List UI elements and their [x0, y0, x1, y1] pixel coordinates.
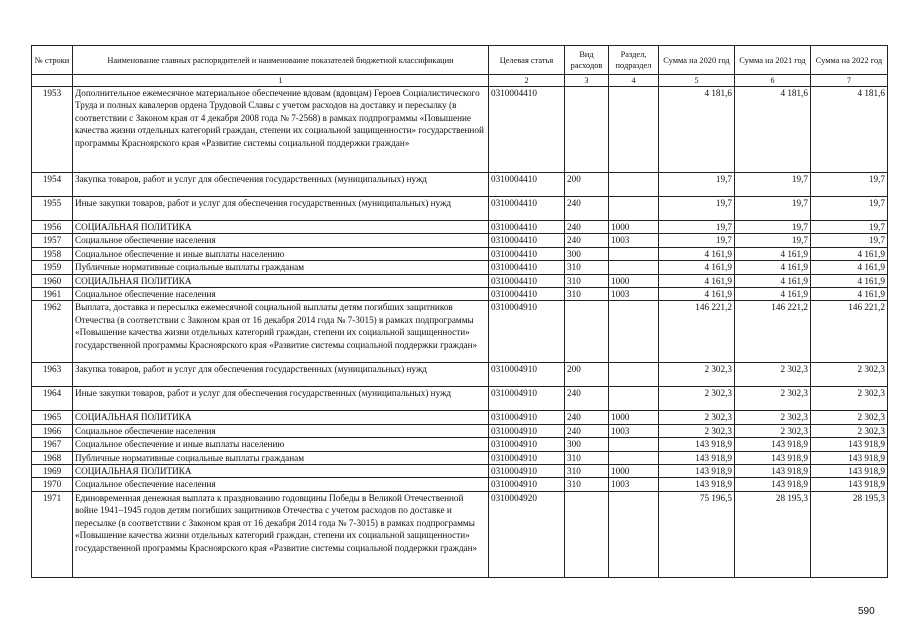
row-expense-type: 240 [565, 234, 609, 247]
row-sum-2021: 2 302,3 [735, 363, 811, 387]
row-target-article: 0310004410 [489, 288, 565, 301]
row-name: Выплата, доставка и пересылка ежемесячной социальной выплаты детям погибших защитников Отечества (в соответствии с Законом края от 16 декабря 2014 года № 7-3015) в рамках подпрограммы «Повышение качества жизни отдельных категорий граждан, степени их социальной защищенности» государственной программы Красноярского края «Развитие системы социальной поддержки граждан» [73, 301, 489, 363]
column-number: 7 [811, 75, 888, 87]
row-target-article: 0310004910 [489, 363, 565, 387]
table-row [32, 197, 888, 221]
row-name: Социальное обеспечение населения [73, 234, 489, 247]
row-number: 1961 [32, 288, 73, 301]
row-number: 1968 [32, 451, 73, 464]
row-sum-2021: 2 302,3 [735, 387, 811, 411]
table-row [32, 288, 888, 301]
row-target-article: 0310004920 [489, 491, 565, 577]
row-expense-type: 310 [565, 274, 609, 287]
page-number: 590 [858, 606, 875, 617]
row-target-article: 0310004910 [489, 387, 565, 411]
row-name: Публичные нормативные социальные выплаты гражданам [73, 261, 489, 274]
row-expense-type [565, 87, 609, 173]
budget-table [31, 45, 888, 578]
row-section: 1003 [609, 234, 659, 247]
table-row [32, 451, 888, 464]
row-sum-2022: 143 918,9 [811, 478, 888, 491]
row-sum-2022: 19,7 [811, 173, 888, 197]
table-header [32, 46, 888, 87]
row-sum-2022: 4 161,9 [811, 288, 888, 301]
row-number: 1953 [32, 87, 73, 173]
table-row [32, 221, 888, 234]
row-sum-2022: 28 195,3 [811, 491, 888, 577]
row-sum-2021: 28 195,3 [735, 491, 811, 577]
row-sum-2021: 143 918,9 [735, 478, 811, 491]
row-name: СОЦИАЛЬНАЯ ПОЛИТИКА [73, 274, 489, 287]
row-sum-2021: 4 161,9 [735, 261, 811, 274]
table-row [32, 387, 888, 411]
row-expense-type: 240 [565, 424, 609, 437]
table-row [32, 87, 888, 173]
row-sum-2021: 2 302,3 [735, 411, 811, 424]
row-number: 1970 [32, 478, 73, 491]
row-sum-2022: 146 221,2 [811, 301, 888, 363]
row-sum-2020: 19,7 [659, 197, 735, 221]
row-sum-2020: 19,7 [659, 173, 735, 197]
column-number: 5 [659, 75, 735, 87]
row-name: Иные закупки товаров, работ и услуг для обеспечения государственных (муниципальных) нужд [73, 387, 489, 411]
table-row [32, 247, 888, 260]
row-sum-2020: 146 221,2 [659, 301, 735, 363]
table-row [32, 478, 888, 491]
table-row [32, 491, 888, 577]
row-number: 1965 [32, 411, 73, 424]
row-sum-2021: 143 918,9 [735, 451, 811, 464]
row-sum-2020: 2 302,3 [659, 387, 735, 411]
row-number: 1955 [32, 197, 73, 221]
row-sum-2022: 4 161,9 [811, 274, 888, 287]
row-target-article: 0310004910 [489, 438, 565, 451]
header-sum-2020: Сумма на 2020 год [659, 46, 735, 75]
row-expense-type: 200 [565, 363, 609, 387]
row-number: 1956 [32, 221, 73, 234]
row-sum-2021: 19,7 [735, 221, 811, 234]
row-sum-2022: 19,7 [811, 197, 888, 221]
row-number: 1960 [32, 274, 73, 287]
row-sum-2020: 75 196,5 [659, 491, 735, 577]
row-section [609, 87, 659, 173]
row-expense-type: 240 [565, 221, 609, 234]
row-sum-2020: 2 302,3 [659, 424, 735, 437]
row-sum-2022: 143 918,9 [811, 465, 888, 478]
row-expense-type: 300 [565, 438, 609, 451]
row-name: Социальное обеспечение населения [73, 424, 489, 437]
row-expense-type: 240 [565, 387, 609, 411]
row-expense-type: 310 [565, 451, 609, 464]
row-number: 1967 [32, 438, 73, 451]
row-expense-type: 310 [565, 288, 609, 301]
row-name: Иные закупки товаров, работ и услуг для обеспечения государственных (муниципальных) нужд [73, 197, 489, 221]
header-razdel: Раздел, подраздел [609, 46, 659, 75]
row-sum-2021: 4 161,9 [735, 247, 811, 260]
row-section [609, 261, 659, 274]
row-target-article: 0310004410 [489, 173, 565, 197]
row-sum-2022: 4 181,6 [811, 87, 888, 173]
row-number: 1954 [32, 173, 73, 197]
row-target-article: 0310004410 [489, 247, 565, 260]
row-section: 1000 [609, 274, 659, 287]
row-sum-2022: 2 302,3 [811, 387, 888, 411]
row-target-article: 0310004910 [489, 465, 565, 478]
row-target-article: 0310004910 [489, 451, 565, 464]
table-row [32, 411, 888, 424]
row-expense-type: 200 [565, 173, 609, 197]
row-sum-2022: 2 302,3 [811, 363, 888, 387]
row-number: 1969 [32, 465, 73, 478]
row-name: Дополнительное ежемесячное материальное обеспечение вдовам (вдовцам) Героев Социалистического Труда и полных кавалеров ордена Трудовой Славы с учетом расходов на доставку и пересылку (в соответствии с Законом края от 4 декабря 2008 года № 7-2568) в рамках подпрограммы «Повышение качества жизни отдельных категорий граждан, степени их социальной защищенности» государственной программы Красноярского края «Развитие системы социальной поддержки граждан» [73, 87, 489, 173]
table-row [32, 261, 888, 274]
row-sum-2022: 19,7 [811, 221, 888, 234]
row-expense-type [565, 301, 609, 363]
header-vid: Вид расходов [565, 46, 609, 75]
table-row [32, 234, 888, 247]
row-sum-2021: 19,7 [735, 173, 811, 197]
header-row-no: № строки [32, 46, 73, 75]
row-sum-2020: 143 918,9 [659, 478, 735, 491]
row-expense-type: 240 [565, 411, 609, 424]
row-target-article: 0310004410 [489, 221, 565, 234]
row-sum-2020: 4 161,9 [659, 247, 735, 260]
row-number: 1957 [32, 234, 73, 247]
row-sum-2020: 4 181,6 [659, 87, 735, 173]
row-target-article: 0310004410 [489, 197, 565, 221]
row-sum-2021: 146 221,2 [735, 301, 811, 363]
row-sum-2020: 2 302,3 [659, 411, 735, 424]
column-number: 3 [565, 75, 609, 87]
row-sum-2020: 2 302,3 [659, 363, 735, 387]
row-number: 1964 [32, 387, 73, 411]
row-name: СОЦИАЛЬНАЯ ПОЛИТИКА [73, 221, 489, 234]
column-number: 6 [735, 75, 811, 87]
row-expense-type: 310 [565, 465, 609, 478]
row-sum-2021: 19,7 [735, 234, 811, 247]
row-sum-2020: 19,7 [659, 221, 735, 234]
row-section [609, 451, 659, 464]
row-sum-2020: 19,7 [659, 234, 735, 247]
row-name: Социальное обеспечение и иные выплаты населению [73, 438, 489, 451]
row-section [609, 387, 659, 411]
row-section [609, 173, 659, 197]
table-row [32, 363, 888, 387]
row-sum-2022: 4 161,9 [811, 261, 888, 274]
row-number: 1971 [32, 491, 73, 577]
row-sum-2022: 19,7 [811, 234, 888, 247]
row-target-article: 0310004410 [489, 274, 565, 287]
table-body [32, 87, 888, 578]
header-name: Наименование главных распорядителей и наименование показателей бюджетной классификации [73, 46, 489, 75]
table-row [32, 438, 888, 451]
row-section: 1000 [609, 411, 659, 424]
row-number: 1959 [32, 261, 73, 274]
row-sum-2021: 19,7 [735, 197, 811, 221]
row-section [609, 197, 659, 221]
row-sum-2022: 143 918,9 [811, 451, 888, 464]
row-name: Закупка товаров, работ и услуг для обеспечения государственных (муниципальных) нужд [73, 363, 489, 387]
row-sum-2021: 2 302,3 [735, 424, 811, 437]
row-expense-type: 240 [565, 197, 609, 221]
column-numbers-row [32, 75, 888, 87]
table-row [32, 424, 888, 437]
row-sum-2022: 4 161,9 [811, 247, 888, 260]
header-sum-2021: Сумма на 2021 год [735, 46, 811, 75]
row-section: 1003 [609, 288, 659, 301]
row-section: 1000 [609, 221, 659, 234]
row-sum-2020: 143 918,9 [659, 465, 735, 478]
row-name: Единовременная денежная выплата к празднованию годовщины Победы в Великой Отечественной войне 1941–1945 годов детям погибших защитников Отечества с учетом расходов по доставке и пересылке (в соответствии с Законом края от 16 декабря 2014 года № 7-3015) в рамках подпрограммы «Повышение качества жизни отдельных категорий граждан, степени их социальной защищенности» государственной программы Красноярского края «Развитие системы социальной поддержки граждан» [73, 491, 489, 577]
row-sum-2022: 2 302,3 [811, 424, 888, 437]
row-target-article: 0310004910 [489, 478, 565, 491]
row-target-article: 0310004910 [489, 424, 565, 437]
row-section [609, 438, 659, 451]
row-section: 1003 [609, 424, 659, 437]
header-sum-2022: Сумма на 2022 год [811, 46, 888, 75]
row-number: 1962 [32, 301, 73, 363]
row-target-article: 0310004410 [489, 87, 565, 173]
row-sum-2020: 4 161,9 [659, 288, 735, 301]
row-target-article: 0310004410 [489, 234, 565, 247]
row-section: 1003 [609, 478, 659, 491]
row-name: СОЦИАЛЬНАЯ ПОЛИТИКА [73, 465, 489, 478]
row-name: СОЦИАЛЬНАЯ ПОЛИТИКА [73, 411, 489, 424]
table-row [32, 173, 888, 197]
row-number: 1966 [32, 424, 73, 437]
row-name: Публичные нормативные социальные выплаты гражданам [73, 451, 489, 464]
row-sum-2021: 4 181,6 [735, 87, 811, 173]
row-sum-2021: 4 161,9 [735, 288, 811, 301]
table-row [32, 301, 888, 363]
row-name: Социальное обеспечение населения [73, 288, 489, 301]
row-section [609, 363, 659, 387]
row-expense-type [565, 491, 609, 577]
column-number: 2 [489, 75, 565, 87]
row-name: Социальное обеспечение населения [73, 478, 489, 491]
row-sum-2022: 143 918,9 [811, 438, 888, 451]
header-code: Целевая статья [489, 46, 565, 75]
row-section: 1000 [609, 465, 659, 478]
row-sum-2020: 4 161,9 [659, 274, 735, 287]
row-sum-2021: 143 918,9 [735, 438, 811, 451]
row-section [609, 491, 659, 577]
row-target-article: 0310004910 [489, 301, 565, 363]
row-sum-2020: 143 918,9 [659, 438, 735, 451]
row-expense-type: 300 [565, 247, 609, 260]
row-sum-2021: 4 161,9 [735, 274, 811, 287]
row-target-article: 0310004910 [489, 411, 565, 424]
row-sum-2020: 4 161,9 [659, 261, 735, 274]
table-row [32, 274, 888, 287]
row-sum-2020: 143 918,9 [659, 451, 735, 464]
row-target-article: 0310004410 [489, 261, 565, 274]
row-section [609, 247, 659, 260]
row-number: 1958 [32, 247, 73, 260]
row-expense-type: 310 [565, 261, 609, 274]
row-name: Социальное обеспечение и иные выплаты населению [73, 247, 489, 260]
column-number: 1 [73, 75, 489, 87]
row-sum-2022: 2 302,3 [811, 411, 888, 424]
table-row [32, 465, 888, 478]
row-name: Закупка товаров, работ и услуг для обеспечения государственных (муниципальных) нужд [73, 173, 489, 197]
column-number [32, 75, 73, 87]
row-number: 1963 [32, 363, 73, 387]
row-section [609, 301, 659, 363]
column-number: 4 [609, 75, 659, 87]
row-sum-2021: 143 918,9 [735, 465, 811, 478]
row-expense-type: 310 [565, 478, 609, 491]
